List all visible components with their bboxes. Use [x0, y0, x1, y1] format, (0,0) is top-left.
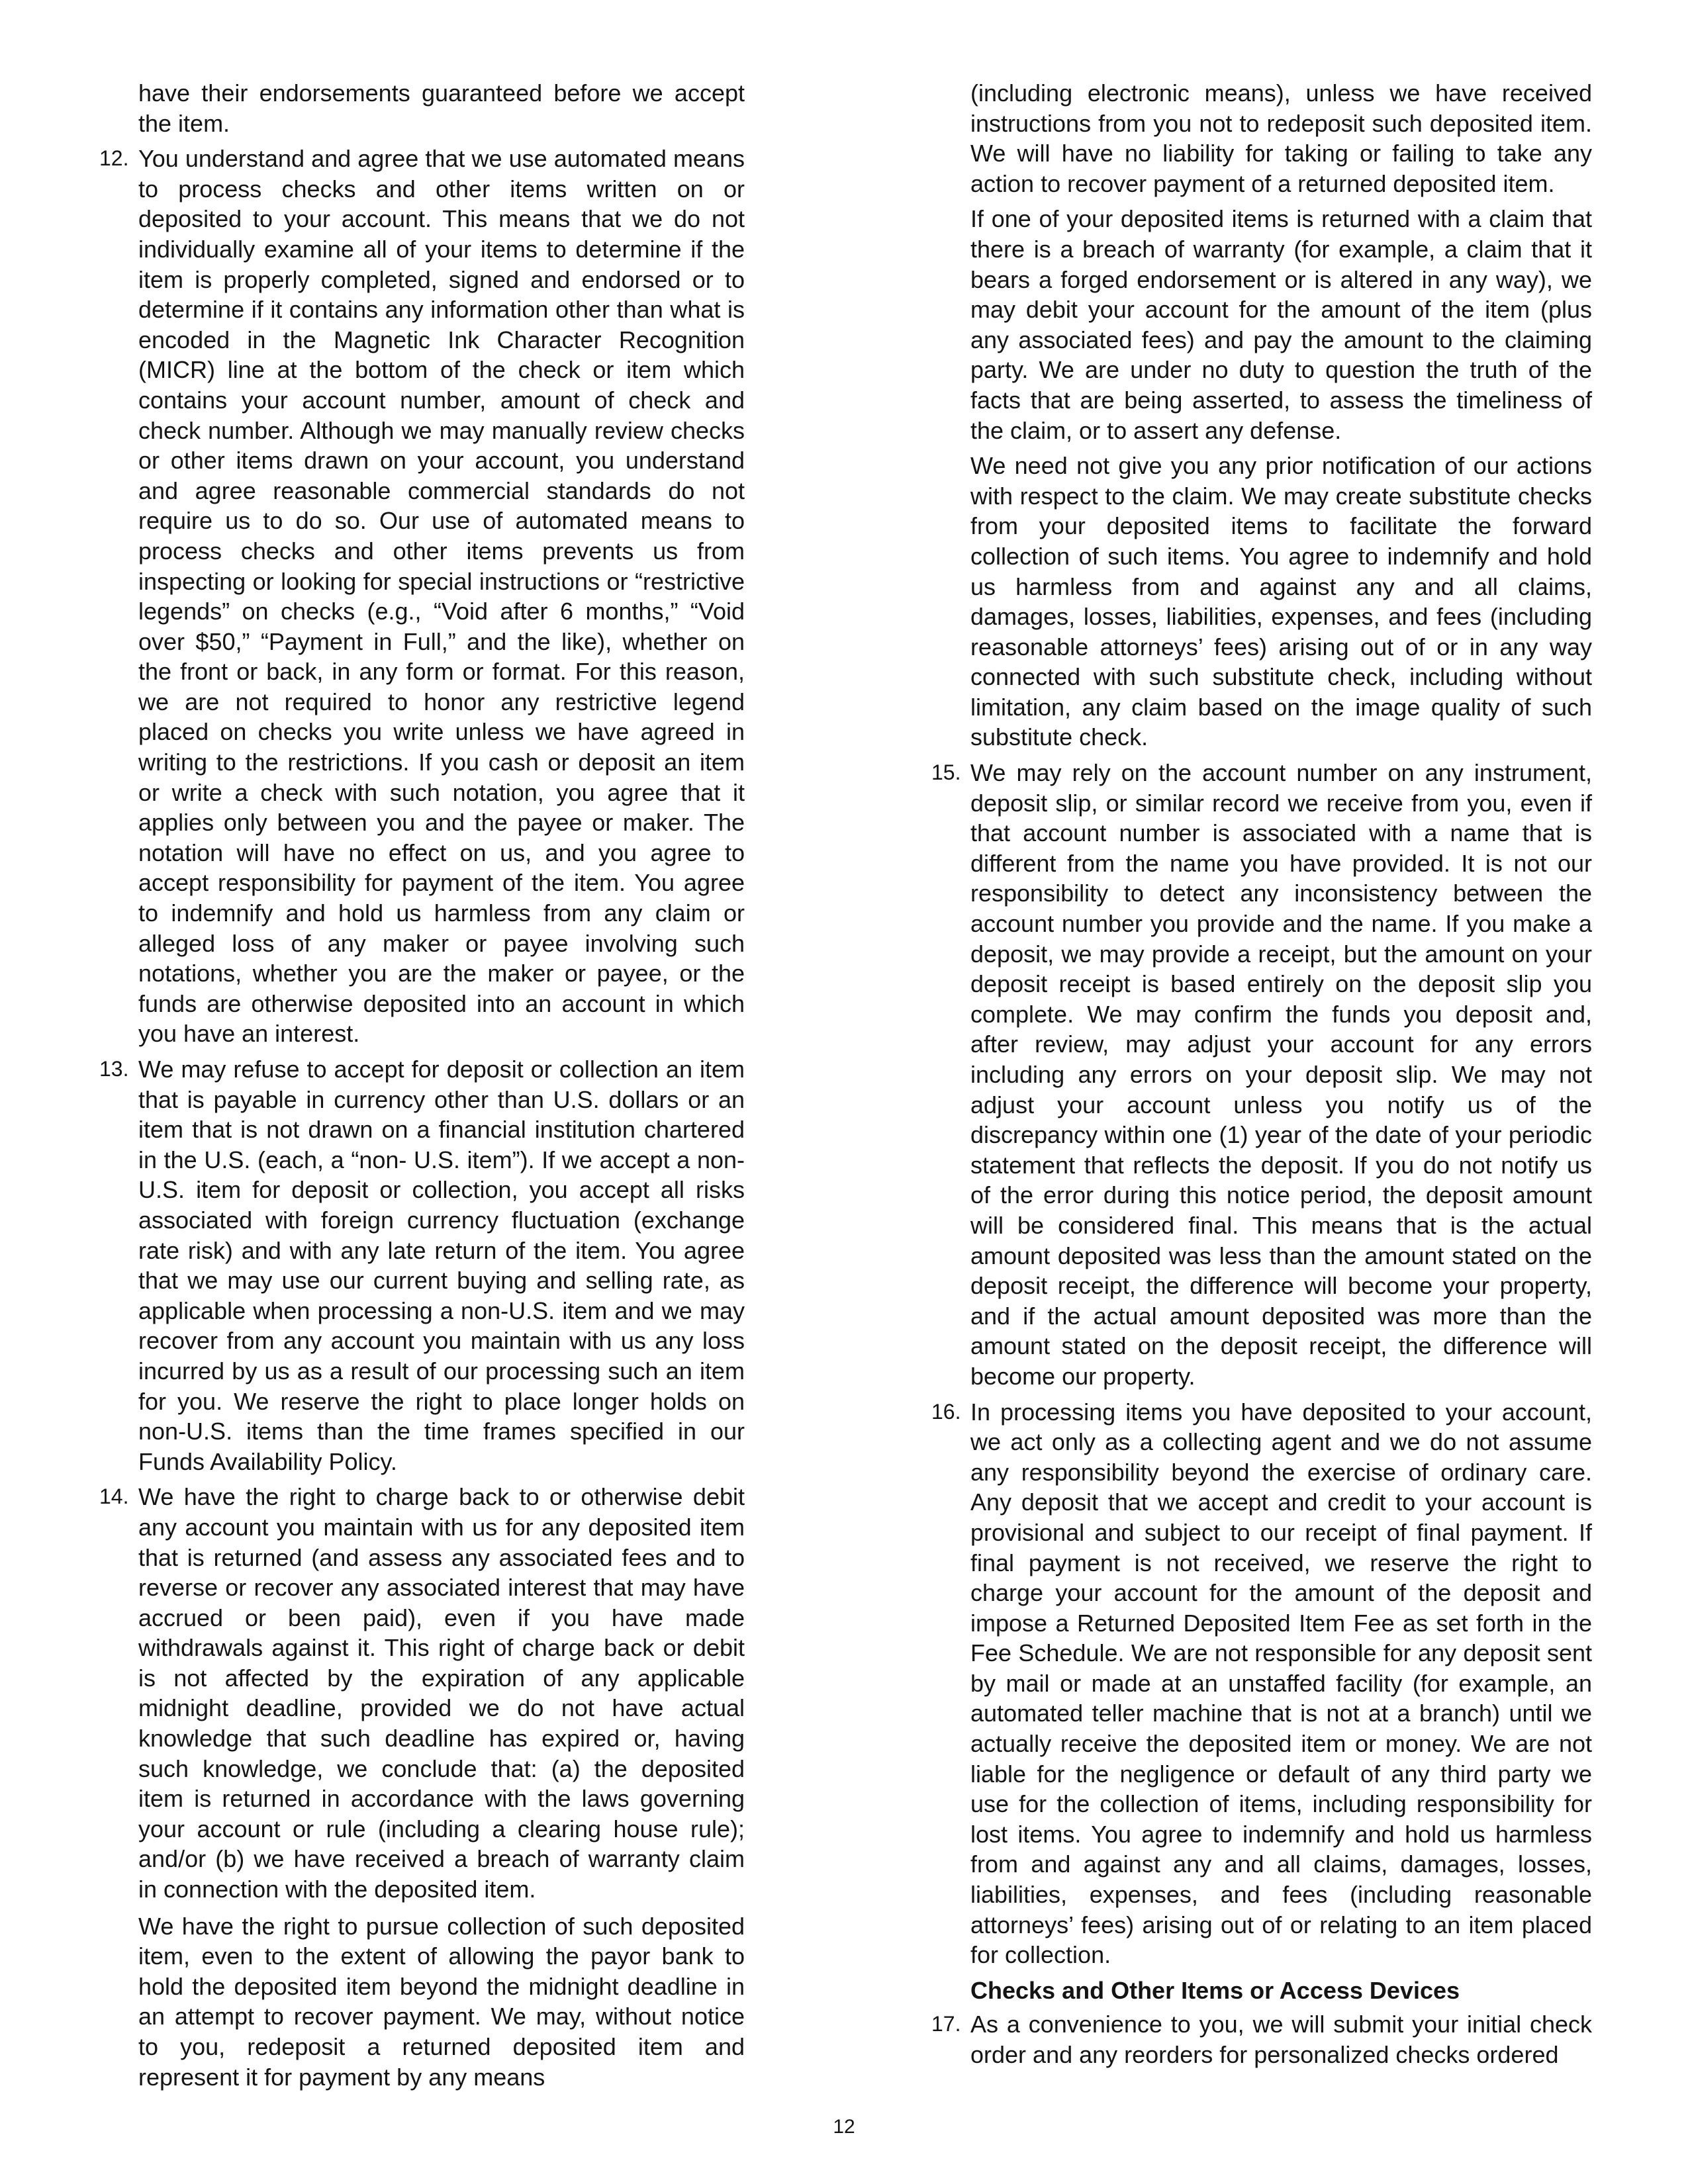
- item-number: 16.: [931, 1399, 961, 1424]
- continuation-paragraph: If one of your deposited items is returned with a claim that there is a breach of warranty (for example, a claim that it bears a forged endorsement or is altered in any way), we may debit your account for the amount of the item (plus any associated fees) and pay the amount to the claiming party. We are under no duty to question the truth of the facts that are being asserted, to assess the timeliness of the claim, or to assert any defense.: [970, 205, 1592, 444]
- item-paragraph: You understand and agree that we use automated means to process checks and other items written on or deposited to your account. This means that we do not individually examine all of your items to determine if the item is properly completed, signed and endorsed or to determine if it contains any information other than what is encoded in the Magnetic Ink Character Recognition (MICR) line at the bottom of the check or item which contains your account number, amount of check and check number. Although we may manually review checks or other items drawn on your account, you understand and agree reasonable commercial standards do not require us to do so. Our use of automated means to process checks and other items prevents us from inspecting or looking for special instructions or “restrictive legends” on checks (e.g., “Void after 6 months,” “Void over $50,” “Payment in Full,” and the like), whether on the front or back, in any form or format. For this reason, we are not required to honor any restrictive legend placed on checks you write unless we have agreed in writing to the restrictions. If you cash or deposit an item or write a check with such notation, you agree that it applies only between you and the payee or maker. The notation will have no effect on us, and you agree to accept responsibility for payment of the item. You agree to indemnify and hold us harmless from any claim or alleged loss of any maker or payee involving such notations, whether you are the maker or payee, or the funds are otherwise deposited into an account in which you have an interest.: [138, 145, 745, 1048]
- list-item-16: [931, 1397, 1592, 1970]
- page-number: 12: [833, 2116, 855, 2138]
- item-number: 12.: [99, 146, 129, 171]
- right-column: [931, 78, 1592, 2075]
- left-column: [99, 78, 745, 2097]
- item-number: 17.: [931, 2012, 961, 2036]
- item-number: 15.: [931, 760, 961, 785]
- item-paragraph: We have the right to charge back to or otherwise debit any account you maintain with us for any deposited item that is returned (and assess any associated fees and to reverse or recover any associated interest that may have accrued or been paid), even if you have made withdrawals against it. This right of charge back or debit is not affected by the expiration of any applicable midnight deadline, provided we do not have actual knowledge that such deadline has expired or, having such knowledge, we conclude that: (a) the deposited item is returned in accordance with the laws governing your account or rule (including a clearing house rule); and/or (b) we have received a breach of warranty claim in connection with the deposited item.: [138, 1483, 745, 1903]
- list-item-17: [931, 2009, 1592, 2070]
- list-item-14: [99, 1482, 745, 2092]
- continuation-paragraph: We need not give you any prior notification of our actions with respect to the claim. We may create substitute checks from your deposited items to facilitate the forward collection of such items. You agree to indemnify and hold us harmless from and against any and all claims, damages, losses, liabilities, expenses, and fees (including reasonable attorneys’ fees) arising out of or in any way connected with such substitute check, including without limitation, any claim based on the image quality of such substitute check.: [970, 452, 1592, 751]
- item-paragraph: In processing items you have deposited to your account, we act only as a collecting agent and we do not assume any responsibility beyond the exercise of ordinary care. Any deposit that we accept and credit to your account is provisional and subject to our receipt of final payment. If final payment is not received, we reserve the right to charge your account for the amount of the deposit and impose a Returned Deposited Item Fee as set forth in the Fee Schedule. We are not responsible for any deposit sent by mail or made at an unstaffed facility (for example, an automated teller machine that is not at a branch) until we actually receive the deposited item or money. We are not liable for the negligence or default of any third party we use for the collection of items, including responsibility for lost items. You agree to indemnify and hold us harmless from and against any and all claims, damages, losses, liabilities, expenses, and fees (including reasonable attorneys’ fees) arising out of or relating to an item placed for collection.: [970, 1398, 1592, 1969]
- continuation-paragraph: (including electronic means), unless we have received instructions from you not to redeposit such deposited item. We will have no liability for taking or failing to take any action to recover payment of a returned deposited item.: [970, 79, 1592, 197]
- continuation-paragraph: have their endorsements guaranteed before we accept the item.: [138, 79, 745, 137]
- item-paragraph: We have the right to pursue collection of such deposited item, even to the extent of allowing the payor bank to hold the deposited item beyond the midnight deadline in an attempt to recover payment. We may, without notice to you, redeposit a returned deposited item and represent it for payment by any means: [138, 1912, 745, 2091]
- list-item-15: [931, 758, 1592, 1391]
- item-paragraph: As a convenience to you, we will submit your initial check order and any reorders for personalized checks ordered: [970, 2011, 1592, 2068]
- list-item-12: [99, 144, 745, 1049]
- item-paragraph: We may rely on the account number on any instrument, deposit slip, or similar record we receive from you, even if that account number is associated with a name that is different from the name you have provided. It is not our responsibility to detect any inconsistency between the account number you provide and the name. If you make a deposit, we may provide a receipt, but the amount on your deposit receipt is based entirely on the deposit slip you complete. We may confirm the funds you deposit and, after review, may adjust your account for any errors including any errors on your deposit slip. We may not adjust your account unless you notify us of the discrepancy within one (1) year of the date of your periodic statement that reflects the deposit. If you do not notify us of the error during this notice period, the deposit amount will be considered final. This means that is the actual amount deposited was less than the amount stated on the deposit receipt, the difference will become your property, and if the actual amount deposited was more than the amount stated on the deposit receipt, the difference will become our property.: [970, 759, 1592, 1390]
- item-number: 13.: [99, 1057, 129, 1081]
- item-number: 14.: [99, 1484, 129, 1509]
- item-paragraph: We may refuse to accept for deposit or collection an item that is payable in currency other than U.S. dollars or an item that is not drawn on a financial institution chartered in the U.S. (each, a “non- U.S. item”). If we accept a non-U.S. item for deposit or collection, you accept all risks associated with foreign currency fluctuation (exchange rate risk) and with any late return of the item. You agree that we may use our current buying and selling rate, as applicable when processing a non-U.S. item and we may recover from any account you maintain with us any loss incurred by us as a result of our processing such an item for you. We reserve the right to place longer holds on non-U.S. items than the time frames specified in our Funds Availability Policy.: [138, 1056, 745, 1475]
- section-heading: Checks and Other Items or Access Devices: [970, 1976, 1460, 2004]
- list-item-13: [99, 1054, 745, 1477]
